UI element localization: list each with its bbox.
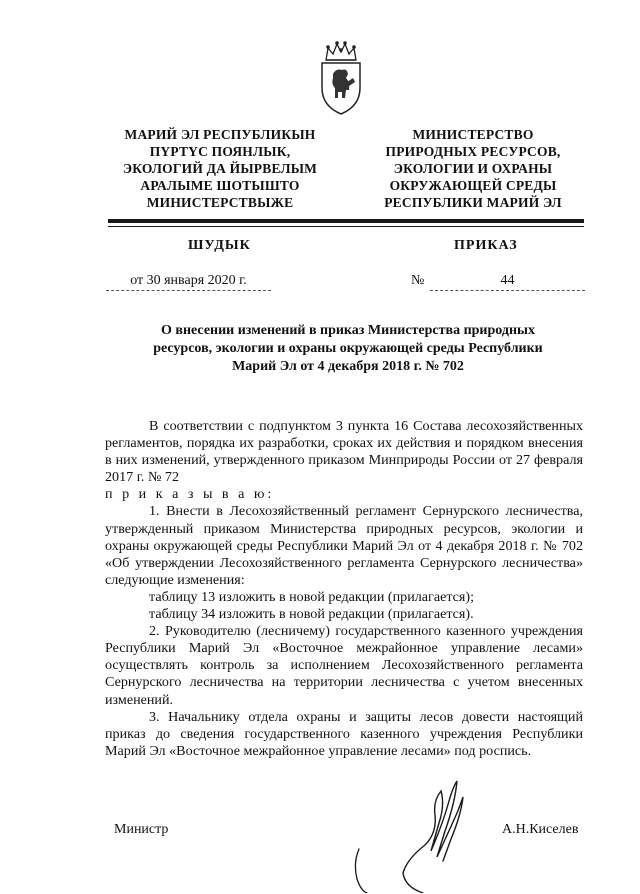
- header-divider-thin: [108, 226, 584, 227]
- ministry-name-russian: [364, 126, 582, 211]
- order-subject: [120, 322, 576, 376]
- header-right-line: ЭКОЛОГИИ И ОХРАНЫ: [393, 161, 553, 176]
- order-body: [105, 418, 583, 760]
- handwritten-signature: [345, 775, 495, 893]
- header-right-line: МИНИСТЕРСТВО: [412, 127, 534, 142]
- item-3: 3. Начальнику отдела охраны и защиты лесов довести настоящий приказ до сведения государственного казенного учреждения Республики Марий Эл «Восточное межрайонное управление лесами» под роспись.: [105, 708, 583, 759]
- doc-type-mari: ШУДЫК: [188, 238, 251, 253]
- ministry-name-mari: [106, 126, 334, 211]
- coat-of-arms-emblem: [316, 38, 366, 116]
- subject-line: О внесении изменений в приказ Министерства природных: [161, 323, 535, 338]
- item-2: 2. Руководителю (лесничему) государственного казенного учреждения Республики Марий Эл «Восточное межрайонное управление лесами» осуществлять контроль за исполнением Лесохозяйственного регламента Сернурского лесничества на территории лесничества с учетом внесенных изменений.: [105, 623, 583, 708]
- header-divider-thick: [108, 219, 584, 223]
- item-1: 1. Внести в Лесохозяйственный регламент Сернурского лесничества, утвержденный приказом Министерства природных ресурсов, экологии и охраны окружающей среды Республики Марий Эл от 4 декабря 2018 г. № 702 «Об утверждении Лесохозяйственного регламента Сернурского лесничества» следующие изменения:: [105, 503, 583, 588]
- header-left-line: МАРИЙ ЭЛ РЕСПУБЛИКЫН: [124, 127, 316, 142]
- signatory-role: Министр: [114, 822, 169, 837]
- intro-paragraph: В соответствии с подпунктом 3 пункта 16 Состава лесохозяйственных регламентов, порядка их разработки, сроках их действия и порядком внесения в них изменений, утвержденного приказом Минприроды России от 27 февраля 2017 г. № 72: [105, 418, 583, 486]
- prikazyvayu-line: п р и к а з ы в а ю:: [105, 486, 275, 503]
- header-right-line: ПРИРОДНЫХ РЕСУРСОВ,: [385, 144, 561, 159]
- header-right-line: РЕСПУБЛИКИ МАРИЙ ЭЛ: [384, 195, 562, 210]
- header-left-line: МИНИСТЕРСТВЫЖЕ: [146, 195, 294, 210]
- item-1b: таблицу 34 изложить в новой редакции (прилагается).: [149, 606, 474, 623]
- header-left-line: АРАЛЫМЕ ШОТЫШТО: [140, 178, 300, 193]
- order-number-label: №: [411, 273, 425, 288]
- header-right-line: ОКРУЖАЮЩЕЙ СРЕДЫ: [389, 178, 557, 193]
- header-left-line: ЭКОЛОГИЙ ДА ЙЫРВЕЛЫМ: [122, 161, 318, 176]
- signatory-name: А.Н.Киселев: [502, 822, 579, 837]
- subject-line: Марий Эл от 4 декабря 2018 г. № 702: [232, 359, 464, 374]
- order-number: 44: [430, 273, 585, 291]
- subject-line: ресурсов, экологии и охраны окружающей среды Республики: [153, 341, 543, 356]
- doc-type-russian: ПРИКАЗ: [454, 238, 518, 253]
- order-date: от 30 января 2020 г.: [106, 273, 271, 291]
- item-1a: таблицу 13 изложить в новой редакции (прилагается);: [149, 588, 475, 605]
- header-left-line: ПҮРТҮС ПОЯНЛЫК,: [149, 144, 291, 159]
